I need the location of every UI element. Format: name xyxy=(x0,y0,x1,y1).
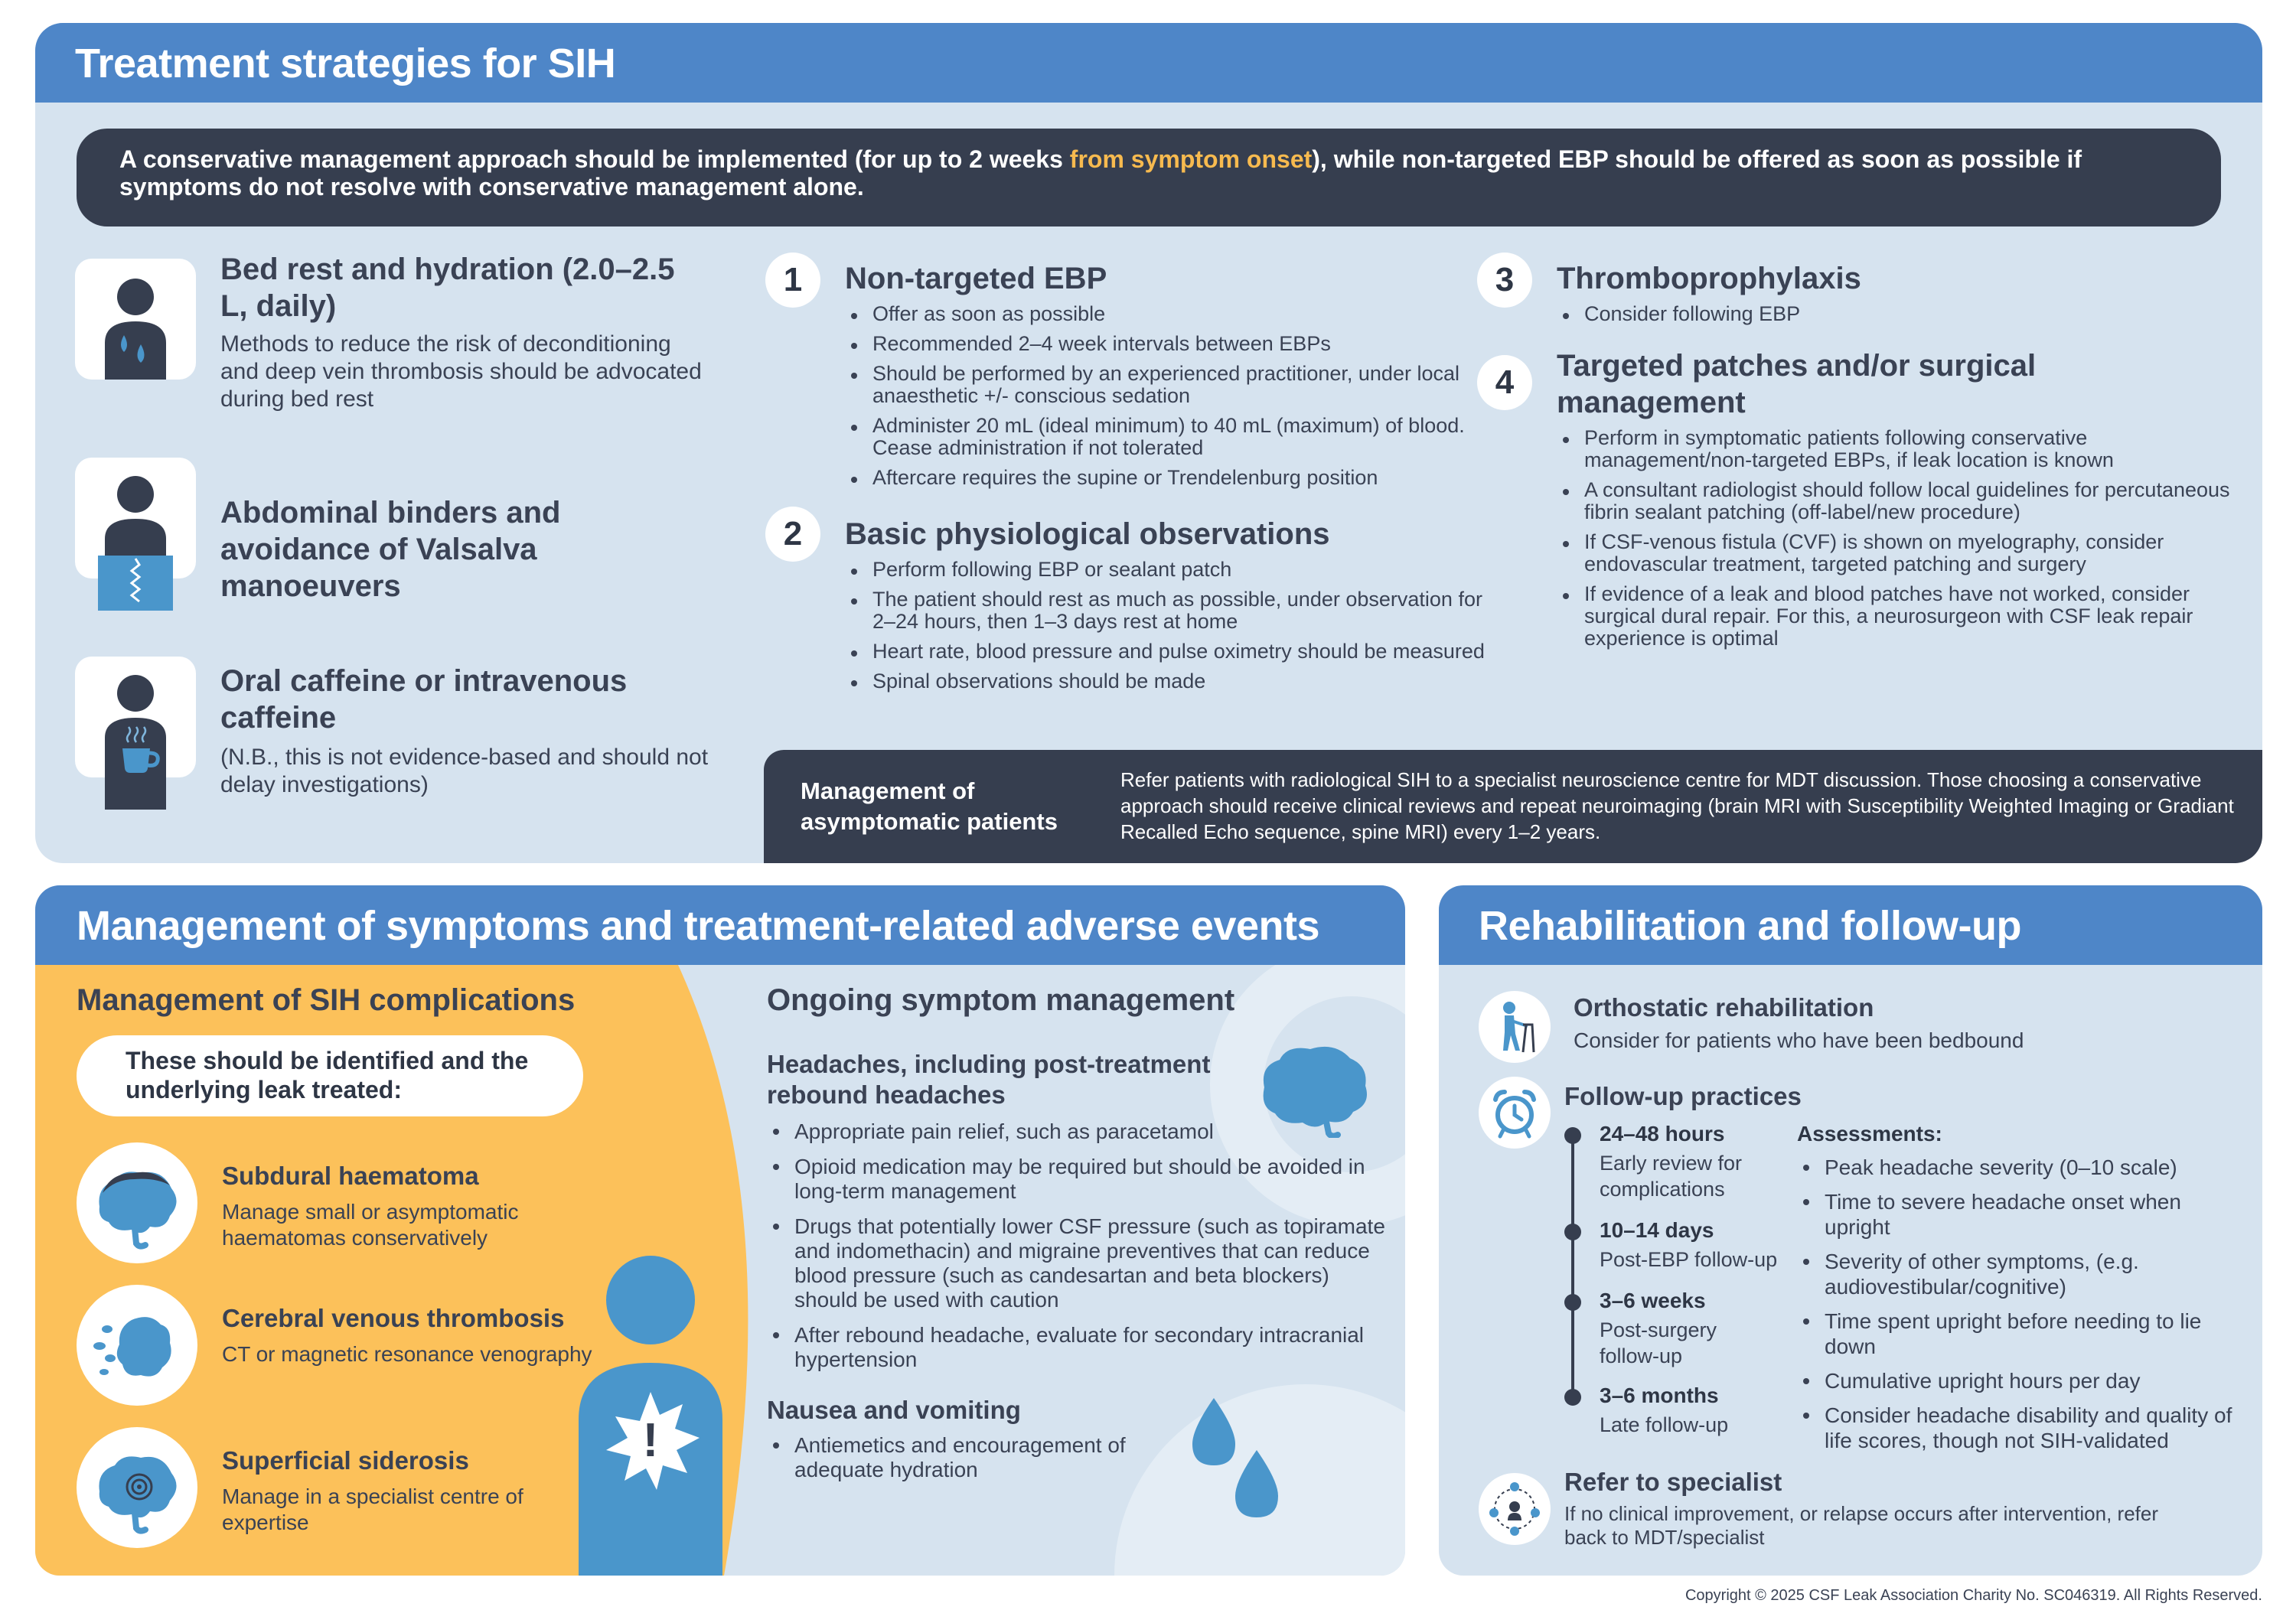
walker-icon xyxy=(1479,991,1551,1063)
refer-desc: If no clinical improvement, or relapse occurs after intervention, refer back to MDT/specialist xyxy=(1564,1502,2159,1549)
brain-siderosis-icon xyxy=(77,1427,197,1548)
assessments-section xyxy=(1797,1121,2249,1462)
step-3-list xyxy=(1557,303,2230,325)
step-title: Basic physiological observations xyxy=(845,517,1330,551)
step-title: Thromboprophylaxis xyxy=(1557,262,1861,295)
brain-haematoma-icon xyxy=(77,1142,197,1263)
step-title: Targeted patches and/or surgical management xyxy=(1557,349,2037,419)
symptoms-header xyxy=(35,885,1405,965)
network-icon xyxy=(1479,1473,1551,1545)
conservative-item-2 xyxy=(220,494,710,605)
nausea-section xyxy=(767,1395,1195,1493)
nausea-title: Nausea and vomiting xyxy=(767,1396,1021,1424)
conservative-item-3 xyxy=(220,663,710,799)
treatment-header xyxy=(35,23,2262,103)
list-item: Offer as soon as possible xyxy=(845,303,1495,325)
list-item: Consider headache disability and quality of life scores, though not SIH-validated xyxy=(1797,1403,2249,1453)
list-item: Opioid medication may be required but should be avoided in long-term management xyxy=(767,1155,1394,1204)
nausea-list xyxy=(767,1433,1195,1482)
step-4-list xyxy=(1557,427,2230,650)
list-item: Recommended 2–4 week intervals between EBPs xyxy=(845,333,1495,355)
complication-title: Subdural haematoma xyxy=(222,1162,479,1190)
asymptomatic-text: Refer patients with radiological SIH to a specialist neuroscience centre for MDT discussion. Those choosing a conservative approach should receive clinical reviews and repeat neuroimaging (brain MRI with Susceptibility Weighted Imaging or Gradiant Recalled Echo sequence, spine MRI) every 1–2 years. xyxy=(1120,768,2234,843)
complications-title: Management of SIH complications xyxy=(77,983,576,1017)
headache-title: Headaches, including post-treatment rebound headaches xyxy=(767,1050,1211,1109)
treatment-panel xyxy=(35,23,2262,863)
timeline-desc: Post-EBP follow-up xyxy=(1600,1248,1778,1271)
footer-copyright: Copyright © 2025 CSF Leak Association Charity No. SC046319. All Rights Reserved. xyxy=(1684,1587,2262,1604)
list-item: Time to severe headache onset when upright xyxy=(1797,1189,2249,1240)
list-item: Cumulative upright hours per day xyxy=(1797,1368,2249,1393)
list-item: Heart rate, blood pressure and pulse oximetry should be measured xyxy=(845,640,1495,663)
step-2-list xyxy=(845,559,1495,693)
conservative-desc: Methods to reduce the risk of deconditioning and deep vein thrombosis should be advocated during bed rest xyxy=(220,331,702,412)
conservative-item-1 xyxy=(220,251,710,413)
step-3-section xyxy=(1557,260,2230,333)
asymptomatic-banner xyxy=(764,750,2262,863)
thrombosis-icon xyxy=(77,1285,197,1406)
timeline-item-4 xyxy=(1600,1383,1799,1438)
list-item: Should be performed by an experienced practitioner, under local anaesthetic +/- conscious sedation xyxy=(845,363,1495,407)
complication-title: Superficial siderosis xyxy=(222,1446,469,1475)
timeline-dot xyxy=(1564,1224,1581,1240)
step-number: 1 xyxy=(765,253,820,308)
step-number: 4 xyxy=(1477,355,1532,410)
conservative-desc: (N.B., this is not evidence-based and should not delay investigations) xyxy=(220,745,709,797)
list-item: Consider following EBP xyxy=(1557,303,2230,325)
intro-banner xyxy=(77,129,2221,227)
symptoms-title: Management of symptoms and treatment-related adverse events xyxy=(77,903,1320,949)
list-item: Severity of other symptoms, (e.g. audiovestibular/cognitive) xyxy=(1797,1249,2249,1299)
timeline-time: 10–14 days xyxy=(1600,1218,1714,1242)
complication-desc: CT or magnetic resonance venography xyxy=(222,1342,592,1366)
list-item: Antiemetics and encouragement of adequate hydration xyxy=(767,1433,1195,1482)
list-item: Drugs that potentially lower CSF pressure (such as topiramate and indomethacin) and migraine preventives that can reduce blood pressure (such as candesartan and beta blockers) should be used with caution xyxy=(767,1214,1394,1312)
conservative-title: Bed rest and hydration (2.0–2.5 L, daily) xyxy=(220,253,675,323)
symptoms-panel xyxy=(35,885,1405,1576)
complication-item-1 xyxy=(222,1161,589,1251)
timeline-dot xyxy=(1564,1127,1581,1144)
step-2-section xyxy=(845,516,1495,700)
list-item: Perform in symptomatic patients following conservative management/non-targeted EBPs, if leak location is known xyxy=(1557,427,2230,471)
timeline-desc: Late follow-up xyxy=(1600,1413,1729,1436)
timeline-dot xyxy=(1564,1294,1581,1311)
step-1-list xyxy=(845,303,1495,489)
step-number: 3 xyxy=(1477,253,1532,308)
assessments-title: Assessments: xyxy=(1797,1122,1942,1146)
step-number: 2 xyxy=(765,507,820,562)
list-item: If evidence of a leak and blood patches have not worked, consider surgical dural repair. For this, a neurosurgeon with CSF leak repair experience is optimal xyxy=(1557,583,2230,650)
list-item: Administer 20 mL (ideal minimum) to 40 mL (maximum) of blood. Cease administration if not tolerated xyxy=(845,415,1495,459)
assessments-list xyxy=(1797,1155,2249,1453)
timeline-desc: Early review for complications xyxy=(1600,1152,1743,1201)
step-4-section xyxy=(1557,347,2230,657)
timeline-item-2 xyxy=(1600,1217,1799,1273)
ortho-section xyxy=(1574,992,2232,1054)
rehab-panel xyxy=(1439,885,2262,1576)
asymptomatic-title: Management of asymptomatic patients xyxy=(801,777,1058,835)
step-title: Non-targeted EBP xyxy=(845,262,1107,295)
alarm-clock-icon xyxy=(1479,1077,1551,1149)
list-item: Peak headache severity (0–10 scale) xyxy=(1797,1155,2249,1180)
list-item: If CSF-venous fistula (CVF) is shown on myelography, consider endovascular treatment, targeted patching and surgery xyxy=(1557,531,2230,575)
list-item: The patient should rest as much as possible, under observation for 2–24 hours, then 1–3 days rest at home xyxy=(845,588,1495,633)
treatment-title: Treatment strategies for SIH xyxy=(75,41,616,86)
intro-text-a: A conservative management approach should be implemented (for up to 2 weeks xyxy=(119,145,1070,173)
list-item: Perform following EBP or sealant patch xyxy=(845,559,1495,581)
rehab-header xyxy=(1439,885,2262,965)
timeline-item-1 xyxy=(1600,1121,1799,1202)
complications-pill: These should be identified and the underlying leak treated: xyxy=(77,1035,583,1116)
step-1-section xyxy=(845,260,1495,497)
refer-title: Refer to specialist xyxy=(1564,1468,1782,1496)
complication-desc: Manage small or asymptomatic haematomas conservatively xyxy=(222,1200,519,1250)
timeline-time: 3–6 months xyxy=(1600,1383,1719,1407)
complication-desc: Manage in a specialist centre of expertise xyxy=(222,1484,523,1534)
headache-section xyxy=(767,1049,1394,1383)
timeline-line xyxy=(1571,1132,1574,1401)
person-alert-icon xyxy=(571,1254,724,1576)
timeline-desc: Post-surgery follow-up xyxy=(1600,1318,1717,1367)
list-item: Spinal observations should be made xyxy=(845,670,1495,693)
list-item: A consultant radiologist should follow local guidelines for percutaneous fibrin sealant patching (off-label/new procedure) xyxy=(1557,479,2230,523)
caffeine-icon xyxy=(75,657,196,777)
intro-highlight: from symptom onset xyxy=(1069,145,1313,173)
timeline-dot xyxy=(1564,1389,1581,1406)
list-item: Appropriate pain relief, such as paracetamol xyxy=(767,1119,1394,1144)
binder-icon xyxy=(75,458,196,578)
ortho-title: Orthostatic rehabilitation xyxy=(1574,993,1874,1022)
rehab-title: Rehabilitation and follow-up xyxy=(1479,903,2021,949)
list-item: Time spent upright before needing to lie down xyxy=(1797,1309,2249,1359)
list-item: Aftercare requires the supine or Trendelenburg position xyxy=(845,467,1495,489)
conservative-title: Oral caffeine or intravenous caffeine xyxy=(220,664,628,735)
timeline-time: 3–6 weeks xyxy=(1600,1289,1706,1312)
headache-list xyxy=(767,1119,1394,1372)
timeline-time: 24–48 hours xyxy=(1600,1122,1725,1146)
complication-item-2 xyxy=(222,1303,605,1367)
ortho-desc: Consider for patients who have been bedbound xyxy=(1574,1028,2024,1052)
follow-title: Follow-up practices xyxy=(1564,1082,1802,1110)
list-item: After rebound headache, evaluate for secondary intracranial hypertension xyxy=(767,1323,1394,1372)
hydration-icon xyxy=(75,259,196,380)
timeline-item-3 xyxy=(1600,1288,1799,1369)
droplets-icon xyxy=(1183,1390,1290,1528)
complication-title: Cerebral venous thrombosis xyxy=(222,1304,565,1332)
conservative-title: Abdominal binders and avoidance of Valsalva manoeuvers xyxy=(220,496,561,603)
intro-text-b: ), while non-targeted EBP should be offered as soon as possible if symptoms do not resolve with conservative management alone. xyxy=(119,145,2082,200)
alert-symbol: ! xyxy=(642,1414,659,1467)
complication-item-3 xyxy=(222,1445,589,1536)
refer-section xyxy=(1564,1467,2238,1550)
ongoing-title: Ongoing symptom management xyxy=(767,983,1235,1017)
